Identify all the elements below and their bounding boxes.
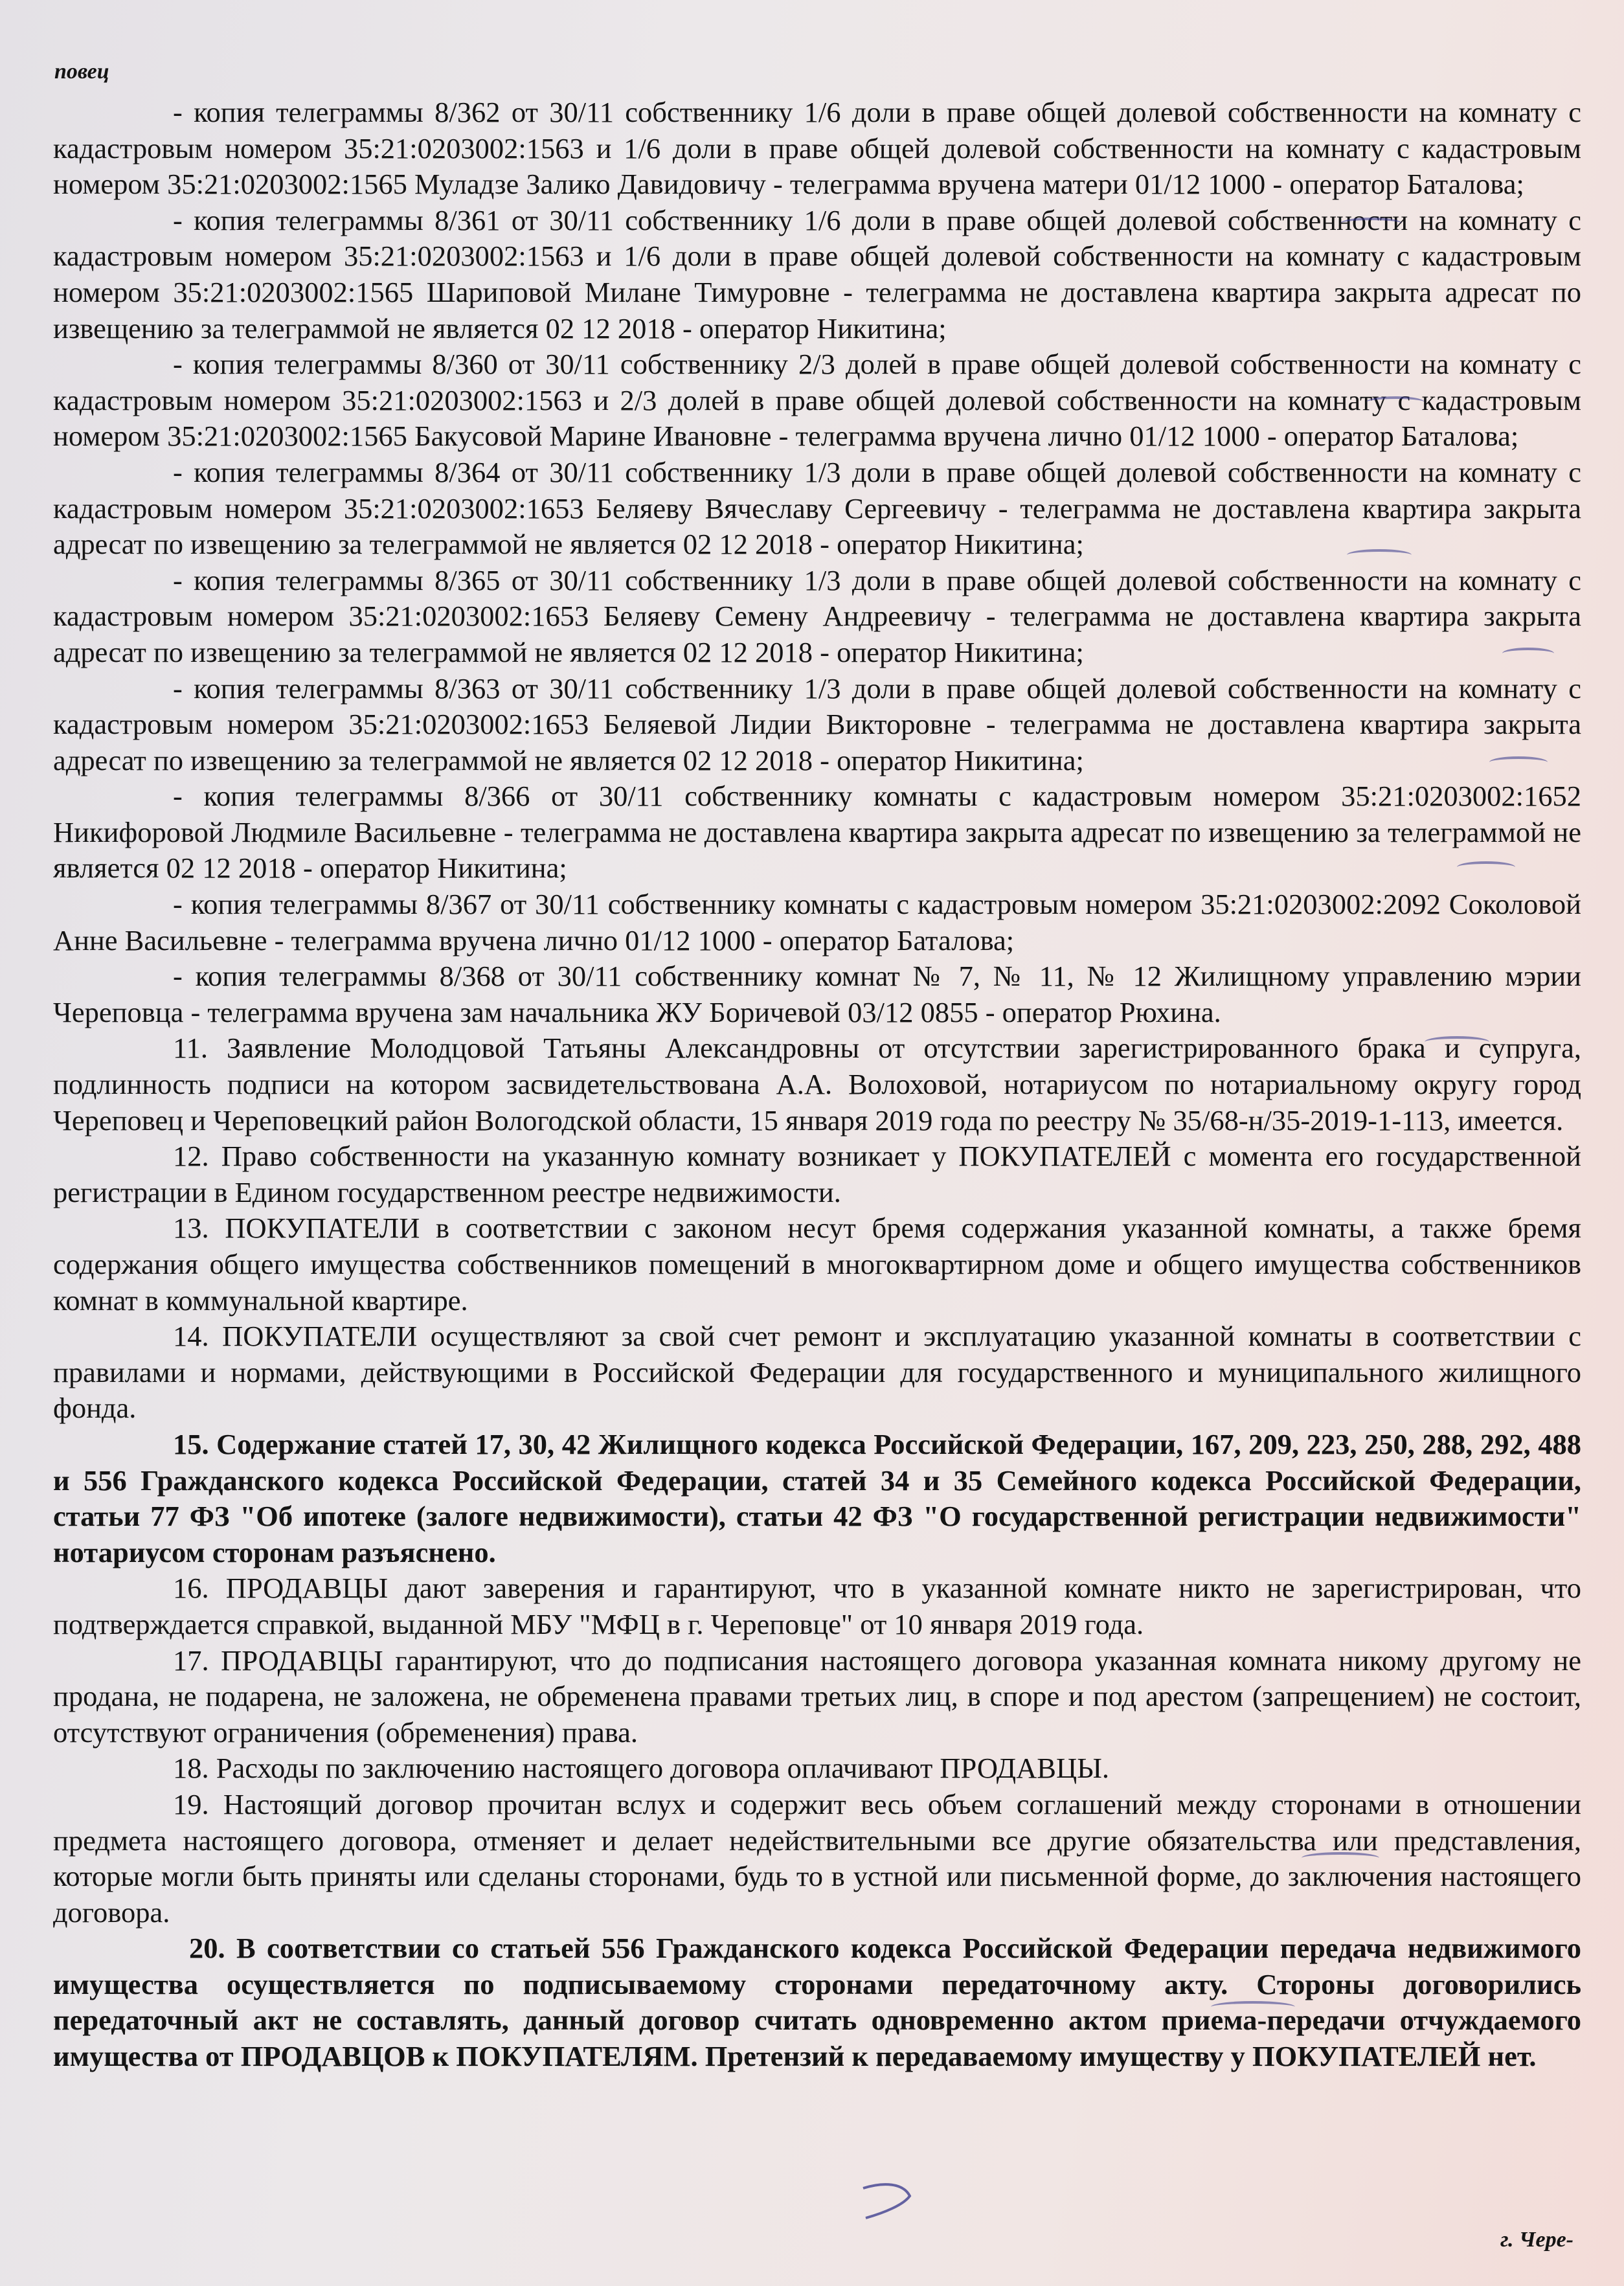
pen-mark [1489, 756, 1548, 768]
paragraph-telegram-367: - копия телеграммы 8/367 от 30/11 собственнику комнаты с кадастровым номером 35:21:0203002:2092 Соколовой Анне Васильевне - телеграмма вручена лично 01/12 1000 - оператор Баталова; [53, 888, 1581, 956]
clause-16: 16. ПРОДАВЦЫ дают заверения и гарантируют, что в указанной комнате никто не зарегистрирован, что подтверждается справкой, выданной МБУ "МФЦ в г. Череповце" от 10 января 2019 года. [53, 1572, 1581, 1640]
pen-mark [1302, 1852, 1379, 1864]
pen-mark [1457, 861, 1515, 873]
clause-15: 15. Содержание статей 17, 30, 42 Жилищного кодекса Российской Федерации, 167, 209, 223, 250, 288, 292, 488 и 556 Гражданского кодекса Российской Федерации, статей 34 и 35 Семейного кодекса Российской Федерации, статьи 77 ФЗ "Об ипотеке (залоге недвижимости), статьи 42 ФЗ "О государственной регистрации недвижимости" нотариусом сторонам разъяснено. [53, 1427, 1581, 1568]
document-body [53, 95, 1581, 2075]
pen-mark [1340, 218, 1402, 229]
pen-mark [1502, 648, 1554, 659]
clause-18: 18. Расходы по заключению настоящего договора оплачивают ПРОДАВЦЫ. [173, 1752, 1110, 1785]
paragraph-telegram-363: - копия телеграммы 8/363 от 30/11 собственнику 1/3 доли в праве общей долевой собственности на комнату с кадастровым номером 35:21:0203002:1653 Беляевой Лидии Викторовне - телеграмма не доставлена квартира закрыта адресат по извещению за телеграммой не является 02 12 2018 - оператор Никитина; [53, 672, 1581, 776]
page-header-fragment: повец [54, 60, 109, 84]
clause-13: 13. ПОКУПАТЕЛИ в соответствии с законом несут бремя содержания указанной комнаты, а также бремя содержания общего имущества собственников помещений в многоквартирном доме и общего имущества собственников комнат в коммунальной квартире. [53, 1212, 1581, 1317]
clause-20: 20. В соответствии со статьей 556 Гражданского кодекса Российской Федерации передача недвижимого имущества осуществляется по подписываемому сторонами передаточному акту. Стороны договорились передаточный акт не составлять, данный договор считать одновременно актом приема-передачи отчуждаемого имущества от ПРОДАВЦОВ к ПОКУПАТЕЛЯМ. Претензий к передаваемому имуществу у ПОКУПАТЕЛЕЙ нет. [53, 1932, 1581, 2073]
paragraph-telegram-366: - копия телеграммы 8/366 от 30/11 собственнику комнаты с кадастровым номером 35:21:0203002:1652 Никифоровой Людмиле Васильевне - телеграмма не доставлена квартира закрыта адресат по извещению за телеграммой не является 02 12 2018 - оператор Никитина; [53, 780, 1581, 885]
paragraph-telegram-362: - копия телеграммы 8/362 от 30/11 собственнику 1/6 доли в праве общей долевой собственности на комнату с кадастровым номером 35:21:0203002:1563 и 1/6 доли в праве общей долевой собственности на комнату с кадастровым номером 35:21:0203002:1565 Муладзе Залико Давидовичу - телеграмма вручена матери 01/12 1000 - оператор Баталова; [53, 96, 1581, 201]
paragraph-telegram-361: - копия телеграммы 8/361 от 30/11 собственнику 1/6 доли в праве общей долевой собственности на комнату с кадастровым номером 35:21:0203002:1563 и 1/6 доли в праве общей долевой собственности на комнату с кадастровым номером 35:21:0203002:1565 Шариповой Милане Тимуровне - телеграмма не доставлена квартира закрыта адресат по извещению за телеграммой не является 02 12 2018 - оператор Никитина; [53, 203, 1581, 345]
pen-mark [1211, 2001, 1295, 2013]
clause-12: 12. Право собственности на указанную комнату возникает у ПОКУПАТЕЛЕЙ с момента его государственной регистрации в Едином государственном реестре недвижимости. [53, 1140, 1581, 1208]
paragraph-telegram-364: - копия телеграммы 8/364 от 30/11 собственнику 1/3 доли в праве общей долевой собственности на комнату с кадастровым номером 35:21:0203002:1653 Беляеву Вячеславу Сергеевичу - телеграмма не доставлена квартира закрыта адресат по извещению за телеграммой не является 02 12 2018 - оператор Никитина; [53, 455, 1581, 561]
page-footer-fragment: г. Чере- [1500, 2228, 1573, 2252]
clause-11: 11. Заявление Молодцовой Татьяны Александровны от отсутствии зарегистрированного брака и супруга, подлинность подписи на котором засвидетельствована А.А. Волоховой, нотариусом по нотариальному округу город Череповец и Череповецкий район Вологодской области, 15 января 2019 года по реестру № 35/68-н/35-2019-1-113, имеется. [53, 1032, 1581, 1137]
clause-14: 14. ПОКУПАТЕЛИ осуществляют за свой счет ремонт и эксплуатацию указанной комнаты в соответствии с правилами и нормами, действующими в Российской Федерации для государственного и муниципального жилищного фонда. [53, 1320, 1581, 1425]
pen-mark [1347, 549, 1412, 561]
signature-scribble [858, 2179, 916, 2224]
clause-19: 19. Настоящий договор прочитан вслух и содержит весь объем соглашений между сторонами в отношении предмета настоящего договора, отменяет и делает недействительными все другие обязательства или представления, которые могли быть приняты или сделаны сторонами, будь то в устной или письменной форме, до заключения настоящего договора. [53, 1787, 1581, 1929]
paragraph-telegram-365: - копия телеграммы 8/365 от 30/11 собственнику 1/3 доли в праве общей долевой собственности на комнату с кадастровым номером 35:21:0203002:1653 Беляеву Семену Андреевичу - телеграмма не доставлена квартира закрыта адресат по извещению за телеграммой не является 02 12 2018 - оператор Никитина; [53, 563, 1581, 668]
paragraph-telegram-368: - копия телеграммы 8/368 от 30/11 собственнику комнат № 7, № 11, № 12 Жилищному управлению мэрии Череповца - телеграмма вручена зам начальника ЖУ Боричевой 03/12 0855 - оператор Рюхина. [53, 960, 1581, 1028]
paragraph-telegram-360: - копия телеграммы 8/360 от 30/11 собственнику 2/3 долей в праве общей долевой собственности на комнату с кадастровым номером 35:21:0203002:1563 и 2/3 долей в праве общей долевой собственности на комнату с кадастровым номером 35:21:0203002:1565 Бакусовой Марине Ивановне - телеграмма вручена лично 01/12 1000 - оператор Баталова; [53, 348, 1581, 453]
pen-mark [1366, 396, 1425, 408]
pen-mark [1425, 1036, 1489, 1048]
clause-17: 17. ПРОДАВЦЫ гарантируют, что до подписания настоящего договора указанная комната никому другому не продана, не подарена, не заложена, не обременена правами третьих лиц, в споре и под арестом (запрещением) не состоит, отсутствуют ограничения (обременения) права. [53, 1644, 1581, 1748]
